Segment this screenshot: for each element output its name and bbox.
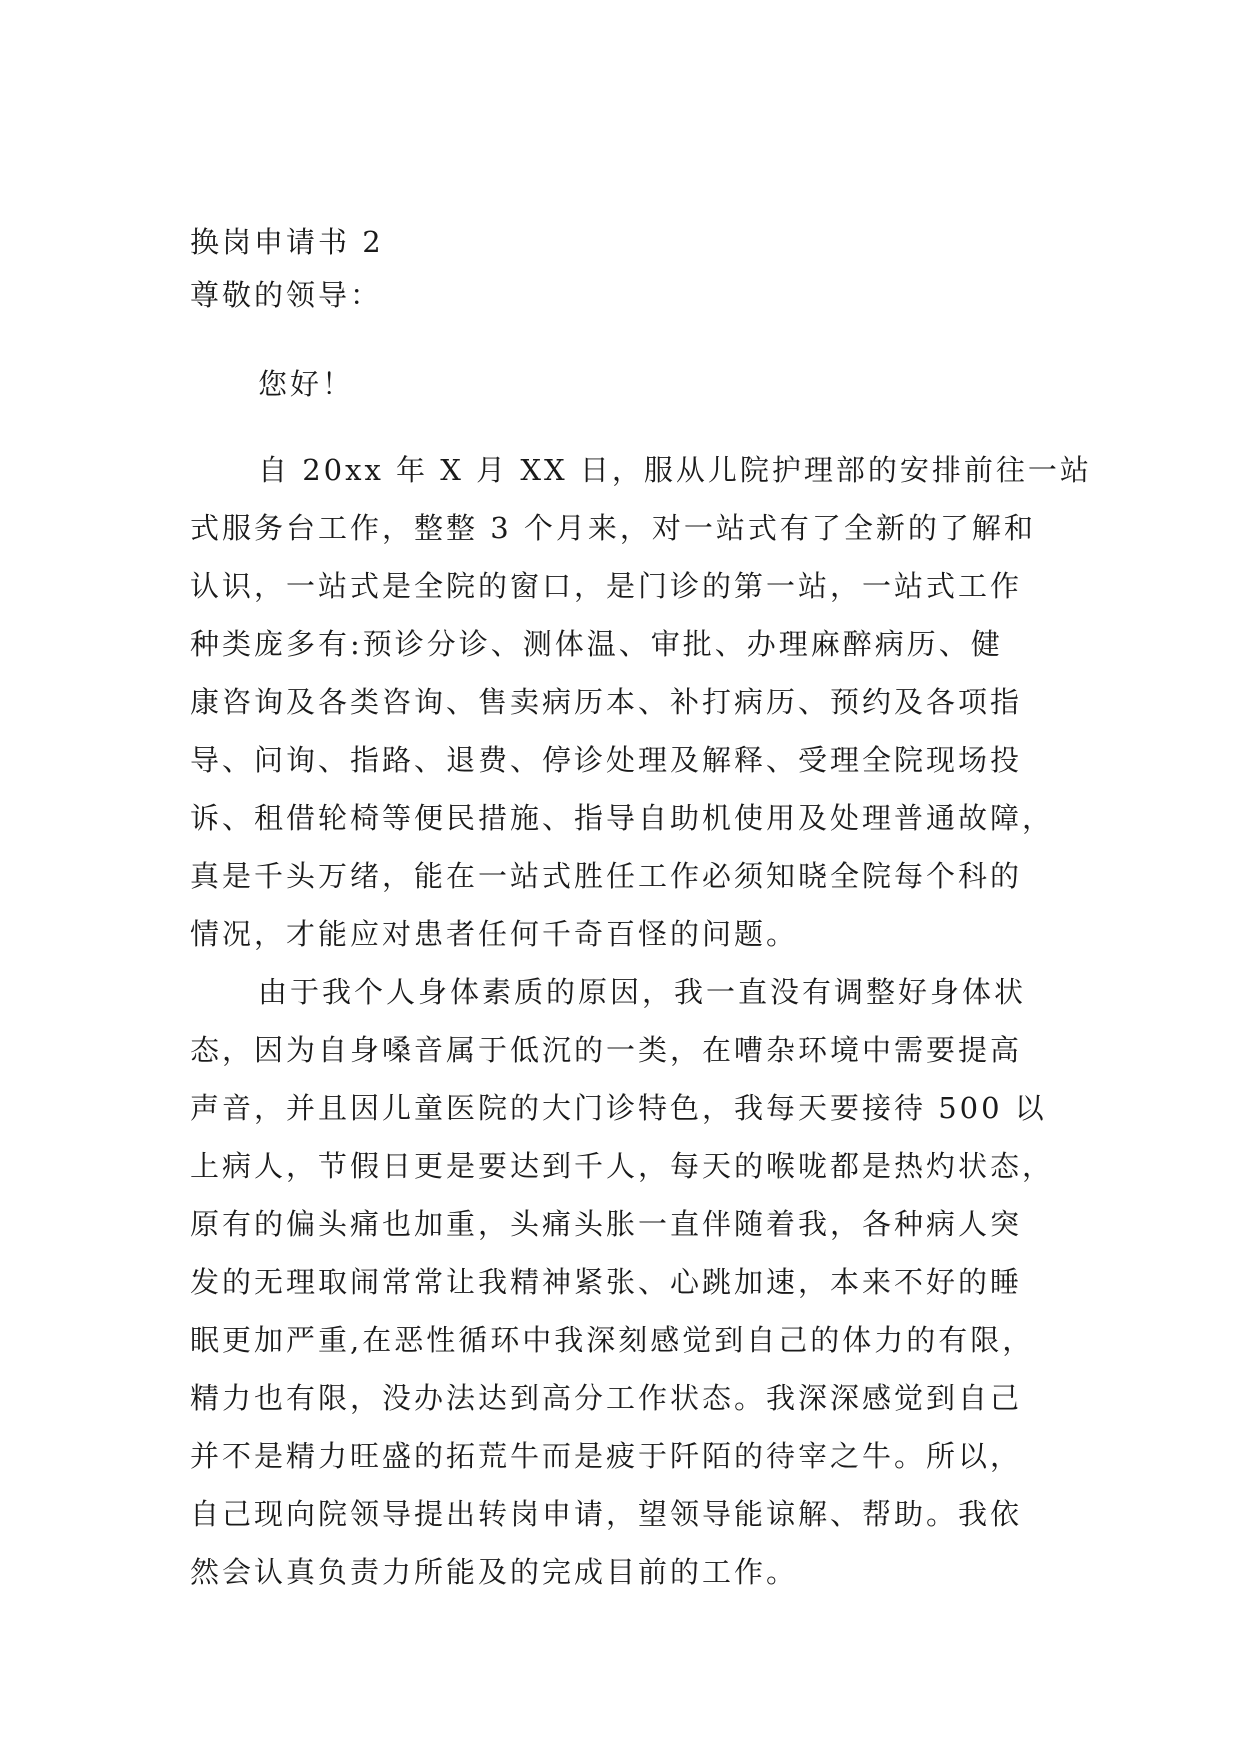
paragraph-line: 精力也有限，没办法达到高分工作状态。我深深感觉到自己	[190, 1381, 1023, 1415]
paragraph-line: 康咨询及各类咨询、售卖病历本、补打病历、预约及各项指	[190, 685, 1023, 719]
paragraph-line: 种类庞多有:预诊分诊、测体温、审批、办理麻醉病历、健	[190, 627, 1003, 661]
document-body	[190, 222, 1092, 1601]
greeting: 您好！	[258, 367, 355, 401]
paragraph-line: 由于我个人身体素质的原因，我一直没有调整好身体状	[258, 975, 1027, 1009]
paragraph-line: 真是千头万绪，能在一站式胜任工作必须知晓全院每个科的	[190, 859, 1023, 893]
paragraph-line: 情况，才能应对患者任何千奇百怪的问题。	[190, 917, 799, 951]
paragraph-2	[190, 963, 1055, 1601]
salutation: 尊敬的领导：	[190, 278, 383, 312]
paragraph-line: 导、问询、指路、退费、停诊处理及解释、受理全院现场投	[190, 743, 1023, 777]
paragraph-line: 发的无理取闹常常让我精神紧张、心跳加速，本来不好的睡	[190, 1265, 1023, 1299]
paragraph-line: 自己现向院领导提出转岗申请，望领导能谅解、帮助。我依	[190, 1497, 1023, 1531]
paragraph-line: 诉、租借轮椅等便民措施、指导自助机使用及处理普通故障，	[190, 801, 1055, 835]
document-title: 换岗申请书 2	[190, 225, 384, 259]
paragraph-line: 上病人，节假日更是要达到千人，每天的喉咙都是热灼状态，	[190, 1149, 1055, 1183]
paragraph-line: 声音，并且因儿童医院的大门诊特色，我每天要接待 500 以	[190, 1091, 1047, 1125]
paragraph-line: 然会认真负责力所能及的完成目前的工作。	[190, 1555, 799, 1589]
paragraph-line: 认识，一站式是全院的窗口，是门诊的第一站，一站式工作	[190, 569, 1023, 603]
paragraph-line: 自 20xx 年 X 月 XX 日，服从儿院护理部的安排前往一站	[258, 453, 1092, 487]
paragraph-line: 态，因为自身嗓音属于低沉的一类，在嘈杂环境中需要提高	[190, 1033, 1023, 1067]
paragraph-line: 眠更加严重,在恶性循环中我深刻感觉到自己的体力的有限，	[190, 1323, 1035, 1357]
paragraph-1	[190, 441, 1092, 963]
paragraph-line: 式服务台工作，整整 3 个月来，对一站式有了全新的了解和	[190, 511, 1036, 545]
paragraph-line: 并不是精力旺盛的拓荒牛而是疲于阡陌的待宰之牛。所以，	[190, 1439, 1023, 1473]
paragraph-line: 原有的偏头痛也加重，头痛头胀一直伴随着我，各种病人突	[190, 1207, 1023, 1241]
